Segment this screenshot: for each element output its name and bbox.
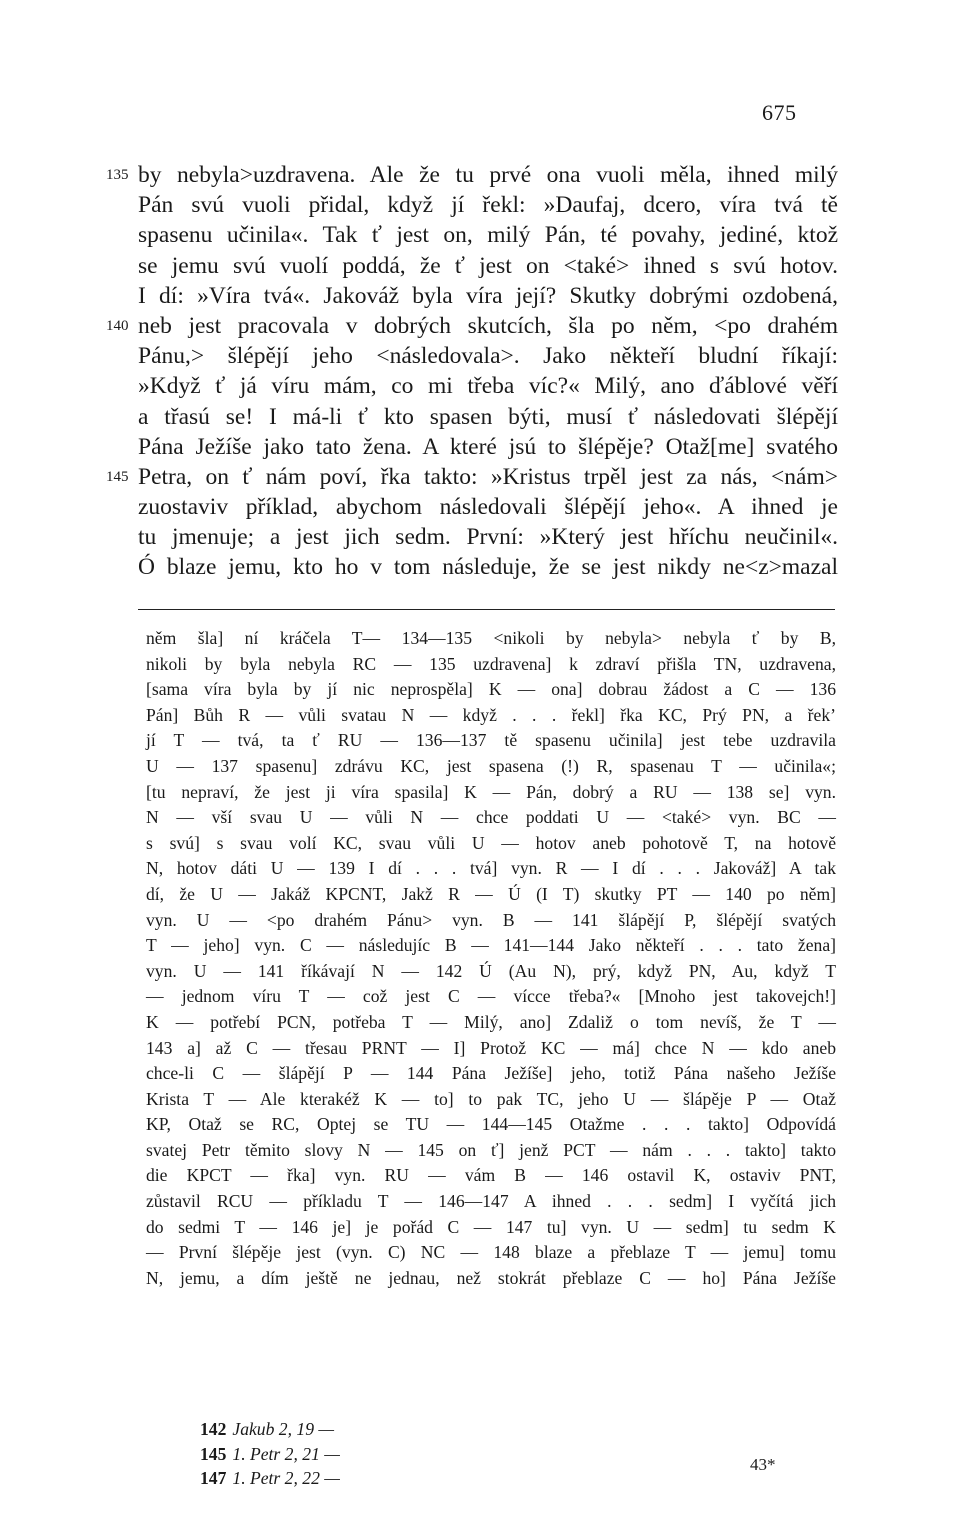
apparatus-line: [146, 1036, 836, 1062]
apparatus-line: [146, 1240, 836, 1266]
line-text: zuostaviv příklad, abychom následovali šlépějí jeho«. A ihned je: [138, 494, 838, 521]
apparatus-line: [146, 1189, 836, 1215]
apparatus-line: [146, 959, 836, 985]
line-text: Pán svú vuoli přidal, když jí řekl: »Daufaj, dcero, víra tvá tě: [138, 192, 838, 219]
line-text: a třasú se! I má-li ť kto spasen býti, musí ť následovati šlépějí: [138, 403, 838, 430]
line-text: Pána Ježíše jako tato žena. A které jsú to šlépěje? Otaž[me] svatého: [138, 433, 838, 460]
text-line: [138, 220, 838, 250]
apparatus-text: Krista T — Ale kterakéž K — to] to pak TC, jeho U — šlápěje P — Otaž: [146, 1088, 836, 1109]
footnote-divider: [138, 609, 835, 610]
apparatus-text: něm šla] ní kráčela T— 134—135 <nikoli by nebyla> nebyla ť by B,: [146, 628, 836, 648]
apparatus-line: [146, 1266, 836, 1292]
apparatus-line: [146, 703, 836, 729]
apparatus-text: s svú] s svau volí KC, svau vůli U — hotov aneb pohotově T, na hotově: [146, 832, 836, 853]
text-line: [138, 371, 838, 401]
text-line: [138, 492, 838, 522]
apparatus-text: nikoli by byla nebyla RC — 135 uzdravena] k zdraví přišla TN, uzdravena,: [146, 653, 836, 674]
apparatus-text: chce-li C — šlápějí P — 144 Pána Ježíše] jeho, totiž Pána našeho Ježíše: [146, 1063, 836, 1084]
apparatus-text: zůstavil RCU — příkladu T — 146—147 A ihned . . . sedm] I vyčítá jich: [146, 1191, 836, 1212]
apparatus-line: [146, 652, 836, 678]
main-text: [106, 160, 838, 583]
reference-line: [200, 1466, 500, 1491]
critical-apparatus: [146, 626, 836, 1291]
text-line: [138, 522, 838, 552]
reference-line-number: 145: [200, 1443, 227, 1464]
apparatus-text: N, jemu, a dím ještě ne jednau, než stokrát přeblaze C — ho] Pána Ježíše: [146, 1267, 836, 1288]
apparatus-text: KP, Otaž se RC, Optej se TU — 144—145 Otažme . . . takto] Odpovídá: [146, 1114, 836, 1135]
reference-citation: 1. Petr 2, 21 —: [232, 1443, 340, 1464]
line-number: 140: [106, 317, 129, 334]
apparatus-line: [146, 728, 836, 754]
apparatus-line: [146, 908, 836, 934]
line-text: Pánu,> šlépějí jeho <následovala>. Jako někteří bludní říkají:: [138, 343, 838, 370]
apparatus-line: [146, 754, 836, 780]
text-line: [106, 160, 838, 190]
line-text: »Když ť já víru mám, co mi třeba víc?« Milý, ano ďáblové věří: [138, 373, 838, 400]
text-line: [138, 341, 838, 371]
apparatus-line: [146, 780, 836, 806]
apparatus-text: — jednom víru T — což jest C — vícce třeba?« [Mnoho jest takovejch!]: [146, 986, 836, 1007]
apparatus-text: svatej Petr těmito slovy N — 145 on ť] jenž PCT — nám . . . takto] takto: [146, 1139, 836, 1160]
apparatus-text: [sama víra byla by jí nic neprospěla] K — ona] dobrau žádost a C — 136: [146, 679, 836, 700]
text-line: [138, 251, 838, 281]
apparatus-text: Pán] Bůh R — vůli svatau N — když . . . řekl] řka KC, Prý PN, a řek’: [146, 704, 836, 725]
apparatus-line: [146, 805, 836, 831]
apparatus-text: — První šlépěje jest (vyn. C) NC — 148 blaze a přeblaze T — jemu] tomu: [146, 1242, 836, 1263]
text-line: [138, 402, 838, 432]
apparatus-text: die KPCT — řka] vyn. RU — vám B — 146 ostavil K, ostaviv PNT,: [146, 1165, 836, 1186]
apparatus-text: T — jeho] vyn. C — následujíc B — 141—144 Jako někteří . . . tato žena]: [146, 935, 836, 956]
apparatus-text: U — 137 spasenu] zdrávu KC, jest spasena (!) R, spasenau T — učinila«;: [146, 755, 836, 776]
apparatus-text: K — potřebí PCN, potřeba T — Milý, ano] Zdaliž o tom nevíš, že T —: [146, 1011, 836, 1032]
apparatus-line: [146, 831, 836, 857]
printer-signature: 43*: [750, 1455, 776, 1474]
apparatus-line: [146, 1215, 836, 1241]
text-line: [138, 432, 838, 462]
reference-line: [200, 1417, 500, 1442]
text-line: [106, 462, 838, 492]
apparatus-line: [146, 1138, 836, 1164]
apparatus-line: [146, 1010, 836, 1036]
apparatus-line: [146, 856, 836, 882]
apparatus-line: [146, 933, 836, 959]
apparatus-line: [146, 677, 836, 703]
biblical-references: [200, 1417, 500, 1491]
line-text: tu jmenuje; a jest jich sedm. První: »Který jest hříchu neučinil«.: [138, 524, 838, 551]
reference-citation: 1. Petr 2, 22 —: [232, 1468, 340, 1488]
reference-citation: Jakub 2, 19 —: [232, 1419, 335, 1439]
apparatus-text: 143 a] až C — třesau PRNT — I] Protož KC — má] chce N — kdo aneb: [146, 1037, 836, 1058]
apparatus-text: [tu nepraví, že jest ji víra spasila] K — Pán, dobrý a RU — 138 se] vyn.: [146, 781, 836, 802]
apparatus-line: [146, 882, 836, 908]
line-number: 145: [106, 468, 129, 485]
line-text: Petra, on ť nám poví, řka takto: »Kristus trpěl jest za nás, <nám>: [138, 463, 838, 490]
text-line: [138, 552, 838, 582]
text-line: [138, 190, 838, 220]
line-text: by nebyla>uzdravena. Ale že tu prvé ona vuoli měla, ihned milý: [138, 162, 838, 188]
reference-line-number: 142: [200, 1419, 227, 1439]
line-text: neb jest pracovala v dobrých skutcích, šla po něm, <po drahém: [138, 312, 838, 339]
line-text: Ó blaze jemu, kto ho v tom následuje, že se jest nikdy ne<z>mazal: [138, 554, 838, 581]
reference-line-number: 147: [200, 1468, 227, 1488]
reference-line: [200, 1442, 500, 1467]
apparatus-text: vyn. U — <po drahém Pánu> vyn. B — 141 šlápějí P, šlépějí svatých: [146, 909, 836, 930]
apparatus-line: [146, 984, 836, 1010]
apparatus-line: [146, 1112, 836, 1138]
apparatus-line: [146, 1061, 836, 1087]
text-line: [138, 281, 838, 311]
apparatus-line: [146, 626, 836, 652]
apparatus-text: dí, že U — Jakáž KPCNT, Jakž R — Ú (I T) skutky PT — 140 po něm]: [146, 883, 836, 904]
apparatus-line: [146, 1163, 836, 1189]
line-text: I dí: »Víra tvá«. Jakováž byla víra její? Skutky dobrými ozdobená,: [138, 282, 838, 309]
apparatus-text: do sedmi T — 146 je] je pořád C — 147 tu] vyn. U — sedm] tu sedm K: [146, 1216, 836, 1237]
apparatus-line: [146, 1087, 836, 1113]
apparatus-text: N, hotov dáti U — 139 I dí . . . tvá] vyn. R — I dí . . . Jakováž] A tak: [146, 858, 836, 879]
line-text: spasenu učinila«. Tak ť jest on, milý Pán, té povahy, jediné, ktož: [138, 222, 838, 249]
apparatus-text: jí T — tvá, ta ť RU — 136—137 tě spasenu učinila] jest tebe uzdravila: [146, 730, 836, 751]
apparatus-text: vyn. U — 141 říkávají N — 142 Ú (Au N), prý, když PN, Au, když T: [146, 960, 836, 981]
line-text: se jemu svú vuolí poddá, že ť jest on <také> ihned s svú hotov.: [138, 252, 838, 279]
page-number: 675: [762, 100, 797, 125]
text-line: [106, 311, 838, 341]
line-number: 135: [106, 167, 129, 183]
apparatus-text: N — vší svau U — vůli N — chce poddati U — <také> vyn. BC —: [146, 807, 836, 828]
